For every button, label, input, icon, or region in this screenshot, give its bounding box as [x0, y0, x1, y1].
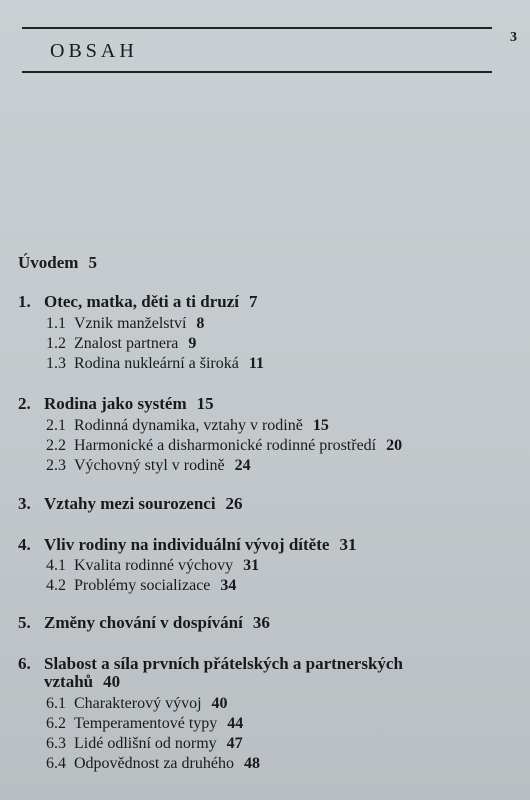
bottom-rule: [22, 71, 492, 73]
top-rule: [22, 27, 492, 29]
chapter-title: Otec, matka, děti a ti druzí: [44, 292, 239, 311]
section-number: 1.1: [46, 315, 66, 332]
toc-chapter-6-cont: [44, 672, 120, 692]
toc-chapter-1: [18, 292, 258, 312]
chapter-title-cont: vztahů: [44, 672, 94, 691]
chapter-number: 5.: [18, 613, 31, 632]
chapter-title: Slabost a síla prvních přátelských a partnerských: [44, 654, 403, 673]
toc-section-4-1: [46, 556, 259, 576]
toc-section-6-4: [46, 754, 260, 774]
section-title: Rodinná dynamika, vztahy v rodině: [74, 417, 303, 434]
section-number: 4.2: [46, 577, 66, 594]
toc-chapter-5: [18, 613, 270, 633]
section-title: Charakterový vývoj: [74, 695, 202, 712]
section-number: 4.1: [46, 557, 66, 574]
section-page: 15: [312, 417, 329, 434]
chapter-number: 6.: [18, 654, 31, 673]
section-title: Temperamentové typy: [74, 715, 218, 732]
toc-section-2-1: [46, 416, 329, 436]
section-number: 6.1: [46, 695, 66, 712]
chapter-page: 40: [103, 672, 121, 691]
section-page: 48: [243, 755, 260, 772]
section-number: 2.3: [46, 457, 66, 474]
intro-page: 5: [88, 253, 97, 272]
section-number: 2.1: [46, 417, 66, 434]
toc-chapter-4: [18, 535, 356, 555]
toc-section-6-1: [46, 694, 228, 714]
section-number: 6.2: [46, 715, 66, 732]
toc-section-1-1: [46, 314, 204, 334]
section-page: 8: [196, 315, 205, 332]
toc-chapter-2: [18, 394, 214, 414]
chapter-page: 31: [339, 535, 357, 554]
section-title: Znalost partnera: [74, 335, 179, 352]
section-page: 40: [211, 695, 228, 712]
toc-section-4-2: [46, 576, 236, 596]
toc-section-1-2: [46, 334, 196, 354]
section-title: Vznik manželství: [74, 315, 187, 332]
section-number: 1.2: [46, 335, 66, 352]
section-page: 31: [243, 557, 260, 574]
section-title: Kvalita rodinné výchovy: [74, 557, 234, 574]
section-title: Odpovědnost za druhého: [74, 755, 234, 772]
section-page: 9: [188, 335, 197, 352]
section-title: Rodina nukleární a široká: [74, 355, 239, 372]
toc-section-6-3: [46, 734, 243, 754]
chapter-page: 15: [196, 394, 214, 413]
chapter-number: 1.: [18, 292, 31, 311]
chapter-title: Vliv rodiny na individuální vývoj dítěte: [44, 535, 330, 554]
section-page: 11: [248, 355, 264, 372]
toc-section-2-2: [46, 436, 402, 456]
section-number: 2.2: [46, 437, 66, 454]
chapter-title: Změny chování v dospívání: [44, 613, 243, 632]
section-page: 20: [386, 437, 403, 454]
chapter-title: Rodina jako systém: [44, 394, 187, 413]
section-number: 6.3: [46, 735, 66, 752]
section-title: Harmonické a disharmonické rodinné prostředí: [74, 437, 377, 454]
chapter-page: 26: [225, 494, 243, 513]
toc-section-6-2: [46, 714, 243, 734]
chapter-number: 2.: [18, 394, 31, 413]
chapter-page: 7: [249, 292, 258, 311]
section-number: 1.3: [46, 355, 66, 372]
chapter-page: 36: [252, 613, 270, 632]
chapter-title: Vztahy mezi sourozenci: [44, 494, 216, 513]
toc-chapter-6: [18, 654, 403, 674]
toc-section-2-3: [46, 456, 251, 476]
section-title: Lidé odlišní od normy: [74, 735, 217, 752]
chapter-number: 4.: [18, 535, 31, 554]
toc-intro: [18, 253, 97, 273]
section-number: 6.4: [46, 755, 66, 772]
section-page: 34: [220, 577, 237, 594]
page-number: 3: [510, 30, 517, 45]
section-title: Výchovný styl v rodině: [74, 457, 225, 474]
toc-section-1-3: [46, 354, 264, 374]
section-page: 47: [226, 735, 243, 752]
intro-title: Úvodem: [18, 253, 79, 272]
section-page: 24: [234, 457, 251, 474]
toc-chapter-3: [18, 494, 243, 514]
section-title: Problémy socializace: [74, 577, 211, 594]
chapter-number: 3.: [18, 494, 31, 513]
section-page: 44: [227, 715, 244, 732]
toc-heading: OBSAH: [50, 40, 138, 62]
